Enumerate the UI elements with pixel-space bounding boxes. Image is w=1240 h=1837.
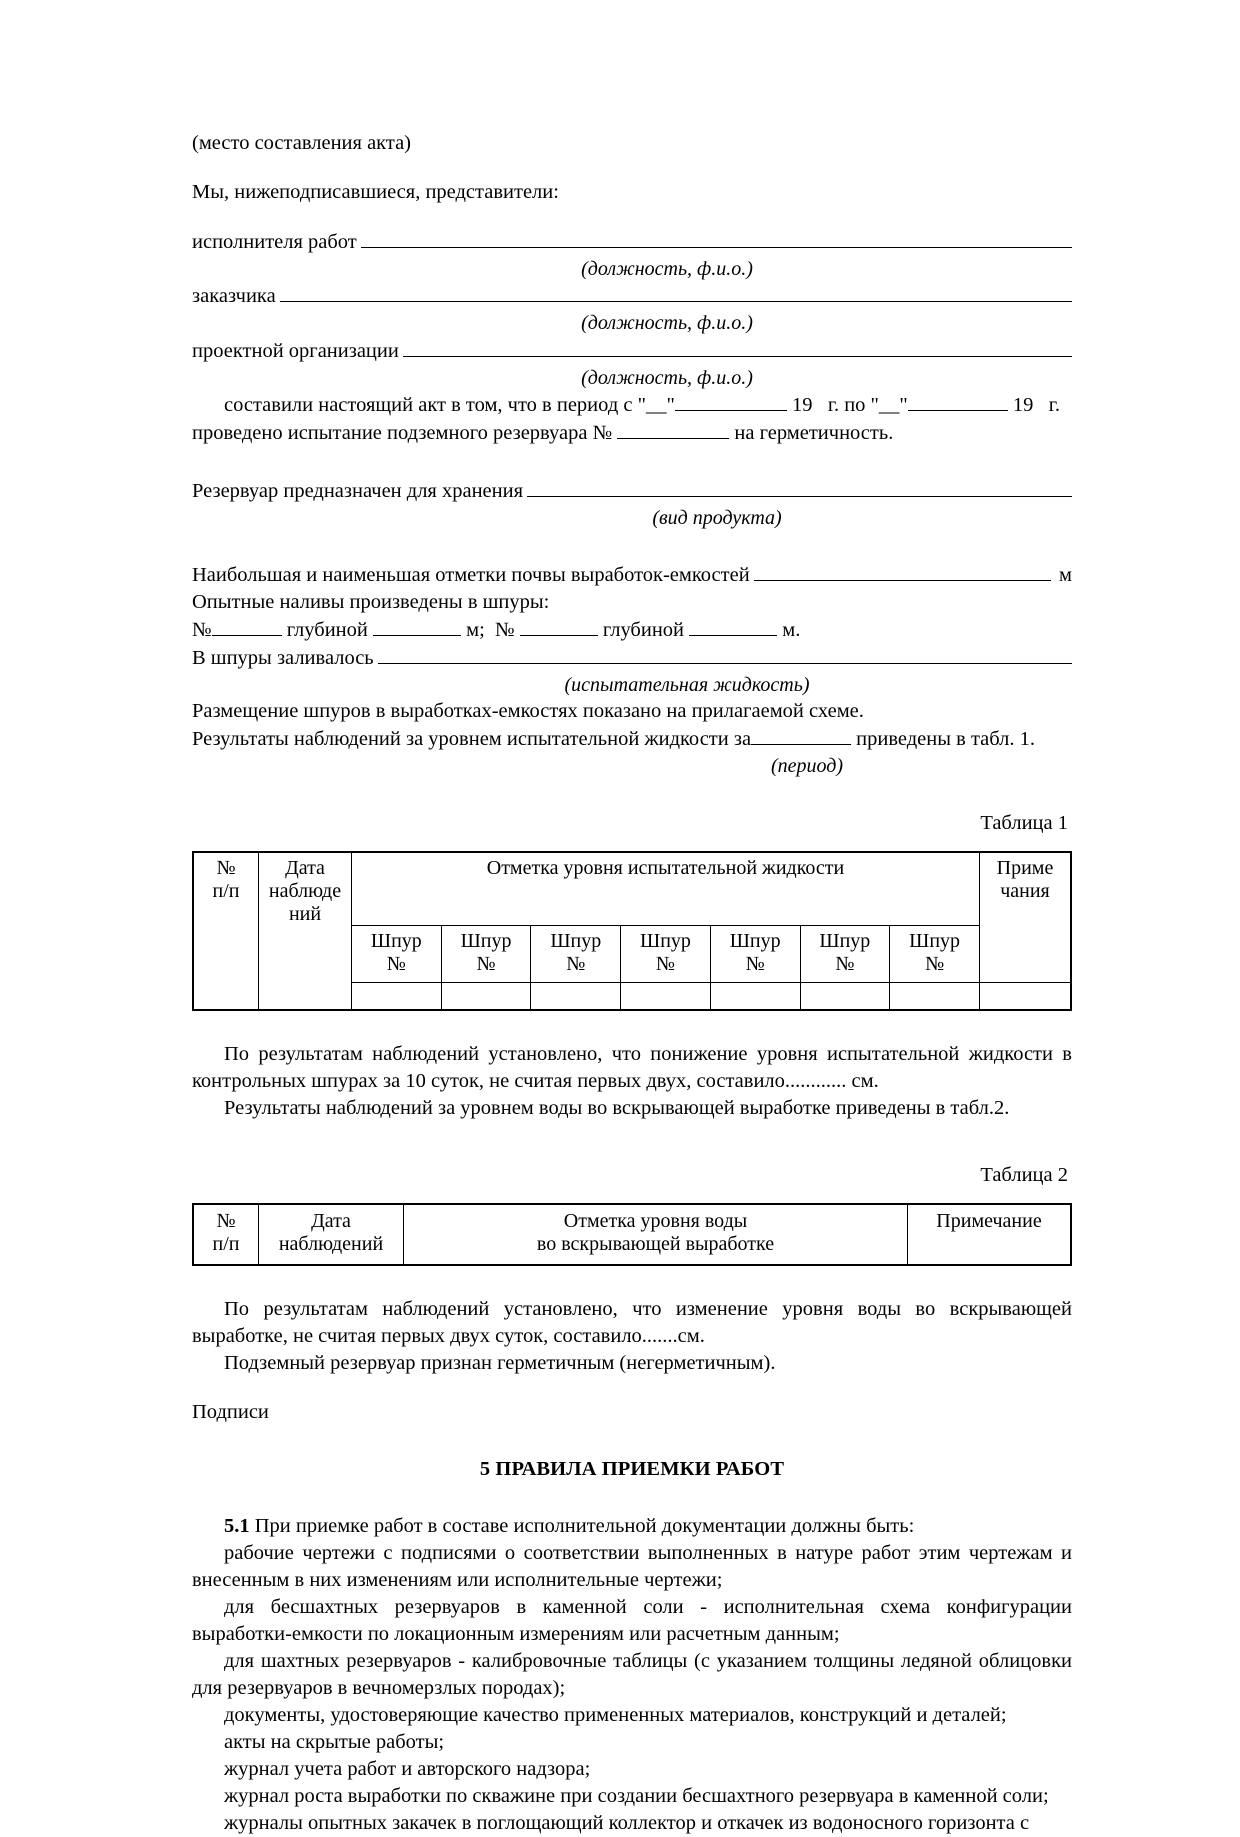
signatures-label: Подписи xyxy=(192,1400,269,1423)
act-month-rule-2[interactable] xyxy=(908,391,1008,411)
contractor-position-caption: (должность, ф.и.о.) xyxy=(581,258,753,280)
table1-col-no xyxy=(193,852,259,1010)
product-kind-caption: (вид продукта) xyxy=(652,506,782,529)
customer-line xyxy=(192,282,1072,310)
table2-col-no xyxy=(193,1204,259,1264)
table1-col-date-line1: Дата xyxy=(285,856,325,879)
table1-sub-no: № xyxy=(386,952,406,975)
table1-col-notes-line2: чания xyxy=(1000,879,1050,902)
storage-line xyxy=(192,477,1072,505)
list-item: акты на скрытые работы; xyxy=(224,1731,445,1754)
spacer xyxy=(192,1377,1072,1399)
period-caption: (период) xyxy=(770,755,844,778)
table1-col-notes xyxy=(980,852,1072,983)
table1-sub-no: № xyxy=(566,952,586,975)
poured-liquid-fill-rule[interactable] xyxy=(378,644,1072,664)
spacer xyxy=(192,206,1072,228)
soil-marks-fill-rule[interactable] xyxy=(754,561,1051,581)
observation-results-line xyxy=(192,725,1072,753)
poured-liquid-line xyxy=(192,644,1072,672)
act-month-rule-1[interactable] xyxy=(675,391,787,411)
clause-5-1 xyxy=(192,1513,1072,1540)
hole-no-label-1: № xyxy=(192,618,212,641)
spacer xyxy=(192,1011,1072,1041)
observation-results-text-a: Результаты наблюдений за уровнем испытательной жидкости за xyxy=(192,728,752,751)
list-item: рабочие чертежи с подписями о соответствии выполненных в натуре работ этим чертежам и внесенным в них изменениям или исполнительные чертежи; xyxy=(192,1541,1072,1591)
after-table2-paragraph-2: Подземный резервуар признан герметичным (негерметичным). xyxy=(224,1351,776,1374)
table1-sub-label: Шпур xyxy=(460,929,512,952)
soil-marks-unit: м xyxy=(1059,563,1072,586)
customer-label: заказчика xyxy=(192,285,276,308)
poured-liquid-label: В шпуры заливалось xyxy=(192,646,374,669)
table1-sub-no: № xyxy=(745,952,765,975)
clause-number: 5.1 xyxy=(224,1514,250,1537)
hole-no-label-2: № xyxy=(495,618,515,641)
period-rule[interactable] xyxy=(751,725,851,745)
table1-subheader-cell xyxy=(710,925,800,982)
test-liquid-caption: (испытательная жидкость) xyxy=(564,673,810,696)
table1-sub-label: Шпур xyxy=(729,929,781,952)
table-2 xyxy=(192,1203,1072,1265)
intro-line: Мы, нижеподписавшиеся, представители: xyxy=(192,181,559,204)
after-table2-paragraph-1: По результатам наблюдений установлено, что изменение уровня воды во вскрывающей выработке, не считая первых двух суток, составило.......см. xyxy=(192,1297,1072,1347)
table1-col-date xyxy=(259,852,352,1010)
list-item: журналы опытных закачек в поглощающий коллектор и откачек из водоносного горизонта с xyxy=(224,1812,1030,1835)
table1-empty-cell[interactable] xyxy=(531,983,621,1011)
table1-sub-label: Шпур xyxy=(370,929,422,952)
designer-label: проектной организации xyxy=(192,339,399,362)
place-of-act-caption: (место составления акта) xyxy=(192,132,411,154)
customer-position-caption: (должность, ф.и.о.) xyxy=(581,312,753,335)
section-5-title: 5 ПРАВИЛА ПРИЕМКИ РАБОТ xyxy=(479,1457,785,1480)
table1-sub-no: № xyxy=(476,952,496,975)
storage-fill-rule[interactable] xyxy=(527,477,1072,497)
spacer xyxy=(192,780,1072,810)
reservoir-test-text-b: на герметичность. xyxy=(734,421,894,444)
contractor-label: исполнителя работ xyxy=(192,230,357,253)
clause-intro-text: При приемке работ в составе исполнительной документации должны быть: xyxy=(254,1514,915,1537)
list-item: журнал роста выработки по скважине при создании бесшахтного резервуара в каменной соли; xyxy=(224,1785,1049,1808)
table1-sub-label: Шпур xyxy=(640,929,691,952)
spacer xyxy=(192,1122,1072,1162)
designer-position-caption: (должность, ф.и.о.) xyxy=(581,366,753,389)
table1-sub-no: № xyxy=(835,952,855,975)
table2-col-date-line2: наблюдений xyxy=(278,1233,384,1256)
table1-subheader-cell xyxy=(800,925,890,982)
list-item: для бесшахтных резервуаров в каменной соли - исполнительная схема конфигурации выработки-емкости по локационным измерениям или расчетным данным; xyxy=(192,1595,1072,1645)
spacer xyxy=(192,531,1072,561)
table2-col-date-line1: Дата xyxy=(311,1210,351,1233)
table1-label: Таблица 1 xyxy=(980,811,1068,834)
contractor-line xyxy=(192,228,1072,256)
table-row xyxy=(193,852,1071,926)
table2-col-level xyxy=(404,1204,908,1264)
table1-col-notes-line1: Приме xyxy=(996,856,1054,879)
hole-no-rule-2[interactable] xyxy=(520,616,598,636)
scheme-line: Размещение шпуров в выработках-емкостях показано на прилагаемой схеме. xyxy=(192,700,864,723)
table1-sub-label: Шпур xyxy=(909,929,961,952)
table2-label: Таблица 2 xyxy=(980,1164,1068,1187)
list-item: для шахтных резервуаров - калибровочные таблицы (с указанием толщины ледяной облицовки для резервуаров в вечномерзлых породах); xyxy=(192,1650,1072,1700)
table2-col-no-line2: п/п xyxy=(212,1233,240,1256)
table1-empty-cell[interactable] xyxy=(352,983,442,1011)
table1-empty-cell[interactable] xyxy=(710,983,800,1011)
hole-unit-1: м; xyxy=(466,618,485,641)
table1-col-level: Отметка уровня испытательной жидкости xyxy=(352,852,980,926)
table2-col-notes: Примечание xyxy=(908,1204,1072,1264)
act-period-text-c: г. по "__" xyxy=(827,393,908,416)
holes-depth-line xyxy=(192,616,1072,644)
spacer xyxy=(192,447,1072,477)
soil-marks-line xyxy=(192,561,1072,589)
table1-subheader-cell xyxy=(621,925,711,982)
table1-empty-cell[interactable] xyxy=(621,983,711,1011)
table2-col-level-line2: во вскрывающей выработке xyxy=(536,1233,775,1256)
table2-col-level-line1: Отметка уровня воды xyxy=(563,1210,748,1233)
table1-empty-cell[interactable] xyxy=(980,983,1072,1011)
soil-marks-label: Наибольшая и наименьшая отметки почвы выработок-емкостей xyxy=(192,563,750,586)
spacer xyxy=(192,837,1072,851)
customer-fill-rule[interactable] xyxy=(280,282,1072,302)
reservoir-test-line xyxy=(192,419,1072,447)
contractor-fill-rule[interactable] xyxy=(361,228,1072,248)
after-table1-paragraph-2: Результаты наблюдений за уровнем воды во вскрывающей выработке приведены в табл.2. xyxy=(224,1097,1010,1120)
list-item: документы, удостоверяющие качество примененных материалов, конструкций и деталей; xyxy=(224,1704,1007,1727)
hole-depth-label-1: глубиной xyxy=(286,618,368,641)
pour-holes-label: Опытные наливы произведены в шпуры: xyxy=(192,591,550,613)
spacer xyxy=(192,1426,1072,1456)
hole-unit-2: м. xyxy=(782,618,801,641)
designer-fill-rule[interactable] xyxy=(403,337,1072,357)
table-1 xyxy=(192,851,1072,1011)
spacer xyxy=(192,157,1072,179)
after-table1-paragraph-1: По результатам наблюдений установлено, что понижение уровня испытательной жидкости в контрольных шпурах за 10 суток, не считая первых двух, составило............ см. xyxy=(192,1043,1072,1093)
table1-col-date-line2: наблюде xyxy=(268,879,342,902)
reservoir-number-rule[interactable] xyxy=(617,419,729,439)
hole-no-rule-1[interactable] xyxy=(212,616,282,636)
table1-subheader-cell xyxy=(352,925,442,982)
table1-empty-cell[interactable] xyxy=(441,983,531,1011)
table1-subheader-cell xyxy=(890,925,980,982)
table1-col-date-line3: ний xyxy=(288,903,322,926)
designer-line xyxy=(192,337,1072,365)
act-year-1: 19 xyxy=(791,393,813,416)
list-item: журнал учета работ и авторского надзора; xyxy=(224,1758,591,1781)
act-period-text-a: составили настоящий акт в том, что в период с "__" xyxy=(224,393,675,416)
hole-depth-rule-2[interactable] xyxy=(689,616,777,636)
table2-col-date xyxy=(259,1204,404,1264)
table2-col-no-line1: № xyxy=(216,1210,236,1233)
table1-sub-label: Шпур xyxy=(819,929,871,952)
spacer xyxy=(192,1483,1072,1513)
table1-col-no-line2: п/п xyxy=(212,879,240,902)
table1-col-no-line1: № xyxy=(216,856,236,879)
table1-subheader-cell xyxy=(441,925,531,982)
document-content xyxy=(192,130,1072,1837)
table-row xyxy=(193,1204,1071,1264)
spacer xyxy=(192,1189,1072,1203)
storage-label: Резервуар предназначен для хранения xyxy=(192,479,524,502)
table1-sub-label: Шпур xyxy=(550,929,602,952)
table1-empty-cell[interactable] xyxy=(800,983,890,1011)
table1-subheader-cell xyxy=(531,925,621,982)
act-year-2: 19 xyxy=(1012,393,1034,416)
act-year-suffix: г. xyxy=(1048,393,1061,416)
observation-results-text-b: приведены в табл. 1. xyxy=(856,728,1036,751)
act-period-line xyxy=(192,391,1072,419)
hole-depth-rule-1[interactable] xyxy=(373,616,461,636)
table1-sub-no: № xyxy=(925,952,945,975)
table1-empty-cell[interactable] xyxy=(890,983,980,1011)
reservoir-test-text-a: проведено испытание подземного резервуара № xyxy=(192,421,613,444)
table1-sub-no: № xyxy=(655,952,675,975)
spacer xyxy=(192,1266,1072,1296)
hole-depth-label-2: глубиной xyxy=(602,618,685,641)
